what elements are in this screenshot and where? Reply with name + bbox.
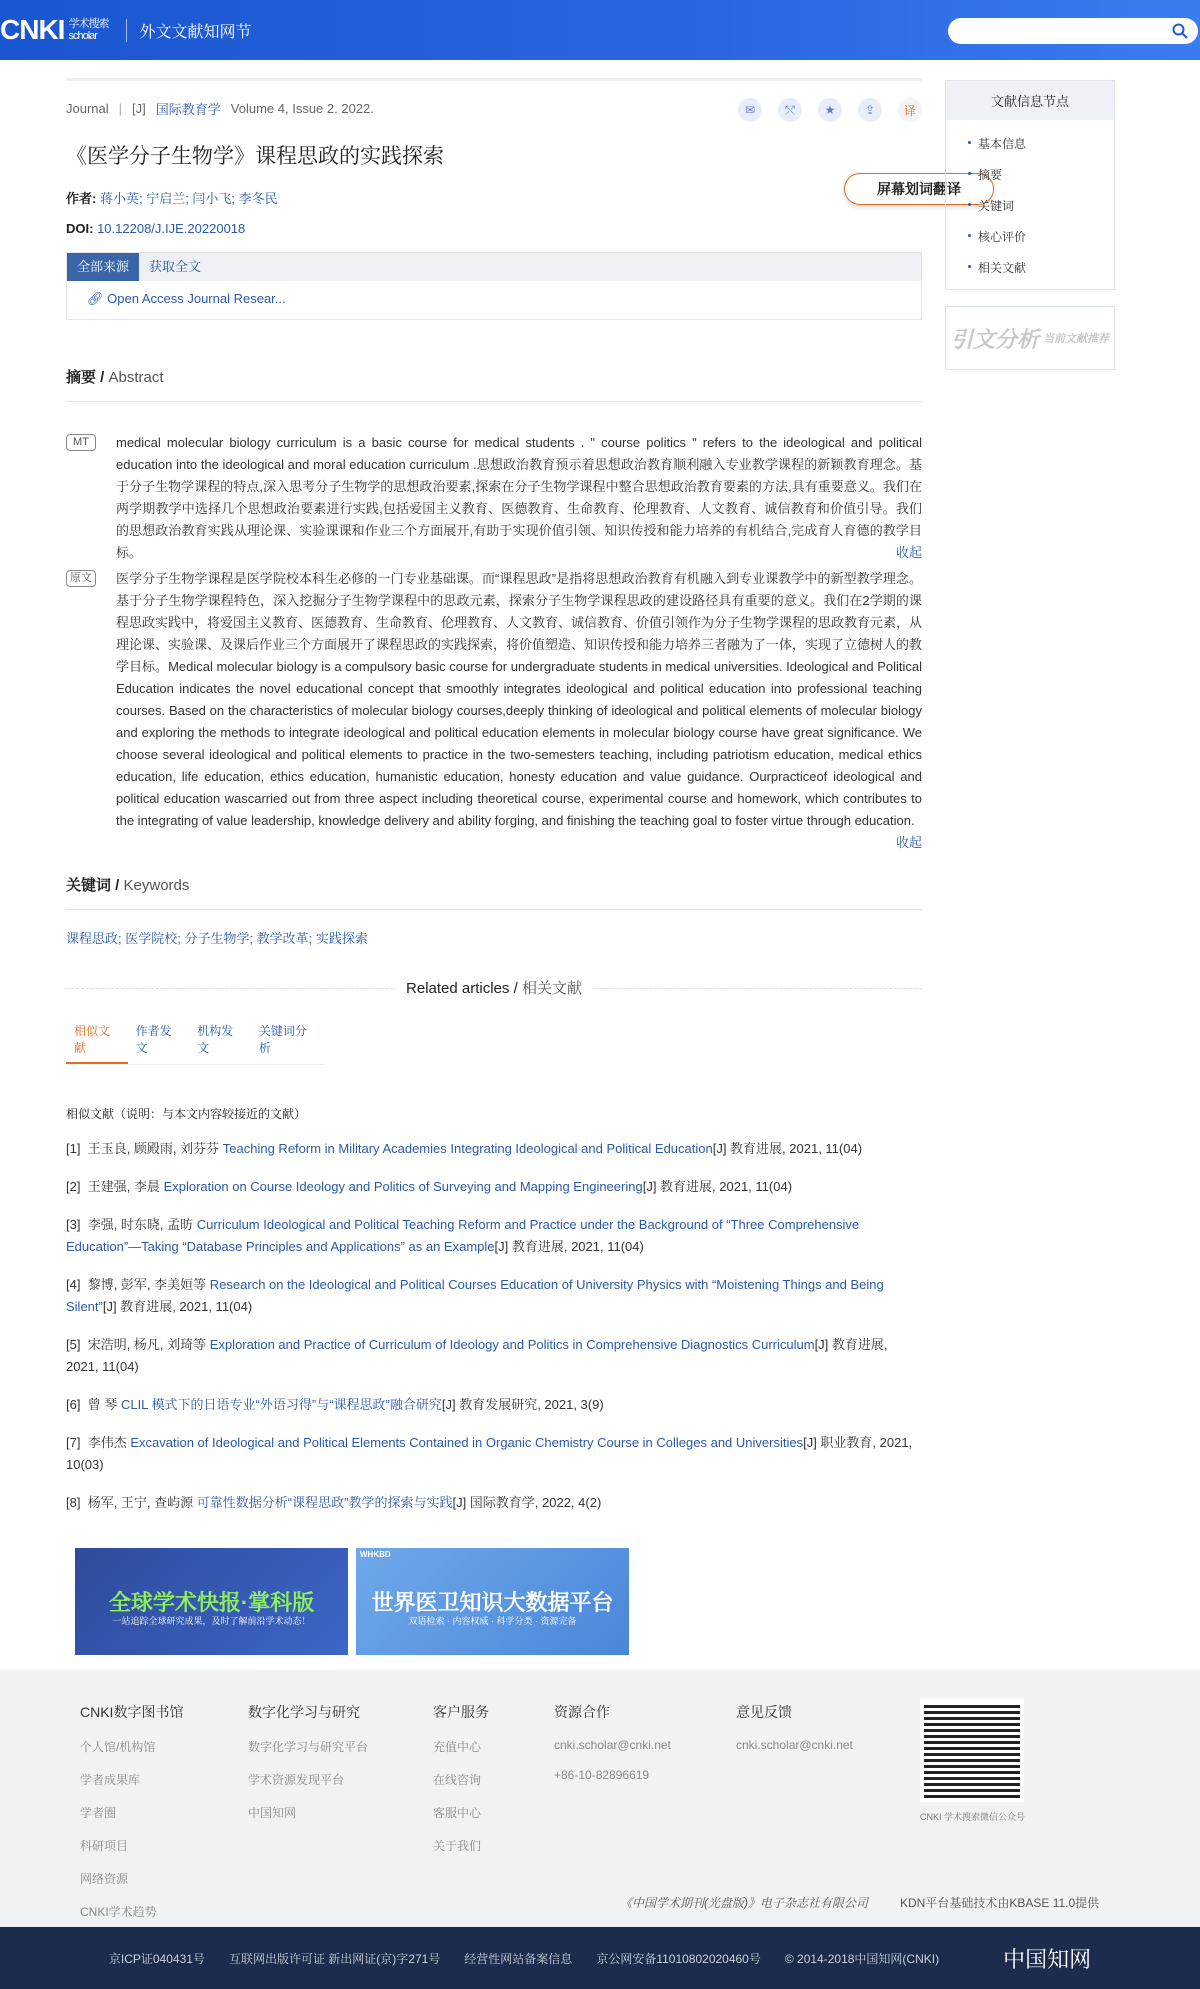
site-name: 外文文献知网节 bbox=[126, 19, 251, 42]
reference-number: [7] bbox=[66, 1435, 81, 1450]
footer-link[interactable]: 网络资源 bbox=[80, 1872, 129, 1886]
info-node-title: 文献信息节点 bbox=[946, 81, 1114, 120]
related-tabs bbox=[66, 1016, 324, 1065]
reference-source: [J] 教育进展, 2021, 11(04) bbox=[494, 1239, 644, 1254]
abstract-mt-text bbox=[116, 432, 922, 564]
site-record-info[interactable]: 经营性网站备案信息 bbox=[464, 1951, 573, 1966]
favorite-icon[interactable]: ★ bbox=[818, 98, 842, 122]
reference-source: [J] 教育进展, 2021, 11(04) bbox=[642, 1179, 793, 1194]
issue-info: Volume 4, Issue 2. 2022. bbox=[230, 101, 374, 116]
footer-link[interactable]: cnki.scholar@cnki.net bbox=[736, 1738, 853, 1752]
footer-link[interactable]: 学术资源发现平台 bbox=[248, 1773, 345, 1787]
reference-authors: 王玉良, 顾殿雨, 刘芬芬 bbox=[87, 1141, 220, 1156]
cnki-wordmark: 中国知网 bbox=[1003, 1947, 1092, 1973]
related-heading bbox=[66, 977, 922, 998]
banner1-title: 全球学术快报·掌科版 bbox=[108, 1590, 315, 1615]
cnki-logo[interactable] bbox=[0, 14, 108, 46]
sidebar bbox=[945, 80, 1115, 370]
publishing-license[interactable]: 互联网出版许可证 新出网证(京)字271号 bbox=[228, 1951, 441, 1966]
reference-authors: 李伟杰 bbox=[87, 1435, 127, 1450]
link-icon: 🔗︎ bbox=[87, 291, 104, 306]
footer-link[interactable]: 科研项目 bbox=[80, 1839, 129, 1853]
tab-institution-papers[interactable]: 机构发文 bbox=[197, 1024, 234, 1055]
footer-column bbox=[80, 1702, 183, 1936]
open-access-link[interactable]: Open Access Journal Resear... bbox=[107, 291, 286, 306]
node-basic-info[interactable]: 基本信息 bbox=[968, 128, 1092, 159]
source-tabs bbox=[67, 253, 921, 281]
abstract-mt bbox=[66, 432, 922, 564]
tab-keyword-analysis[interactable]: 关键词分析 bbox=[258, 1024, 307, 1055]
reference-title-link[interactable]: Research on the Ideological and Political Courses Education of University Physics with “Moistening Things and Being Silent” bbox=[66, 1277, 884, 1314]
logo-text: CNKI bbox=[0, 14, 65, 45]
reference-source: [J] 教育进展, 2021, 11(04) bbox=[66, 1337, 888, 1374]
footer-link[interactable]: 个人馆/机构馆 bbox=[80, 1740, 156, 1754]
footer-kbase: KDN平台基础技术由KBASE 11.0提供 bbox=[900, 1896, 1100, 1910]
translate-tooltip: 屏幕划词翻译 bbox=[844, 173, 994, 205]
reference-number: [3] bbox=[66, 1217, 81, 1232]
citation-analysis-box[interactable] bbox=[945, 306, 1115, 370]
reference-title-link[interactable]: Exploration and Practice of Curriculum of Ideology and Politics in Comprehensive Diagnostics Curriculum bbox=[209, 1337, 815, 1352]
footer-link[interactable]: 充值中心 bbox=[433, 1740, 482, 1754]
original-text: 医学分子生物学课程是医学院校本科生必修的一门专业基础课。而“课程思政”是指将思想政治教育有机融入到专业课教学中的新型教学理念。基于分子生物学课程特色，深入挖掘分子生物学课程中的思政元素，探索分子生物学课程思政的建设路径具有重要的意义。我们在2学期的课程思政实践中，将爱国主义教育、医德教育、生命教育、伦理教育、人文教育、诚信教育、价值引领作为分子生物学课程的思政教育元素，从理论课、实验课、及课后作业三个方面展开了课程思政的实践探索，将价值塑造、知识传授和能力培养三者融为了一体，实现了立德树人的教学目标。Medical molecular biology is a compulsory basic course for undergraduate students in medical universities. Ideological and Political Education indicates the novel educational concept that smoothly integrates ideological and political education into professional teaching courses. Based on the characteristics of molecular biology courses,deeply thinking of ideological and political elements of molecular biology and exploring the methods to integrate ideological and political education elements in molecular biology course have great significance. We choose several ideological and political elements to practice in the two-semesters teaching, including patriotism education, medical ethics education, life education, ethics education, humanistic education, honesty education and value guidance. Ourpracticeof ideological and political education wascarried out from three aspect including theoretical course, experimental course and homework, which contributes to the integrating of value leadership, knowledge delivery and ability forging, and finishing the teaching goal to foster virtue through education. bbox=[116, 571, 923, 828]
reference-source: [J] 教育发展研究, 2021, 3(9) bbox=[441, 1397, 604, 1412]
logo-sub-en: scholar bbox=[68, 30, 97, 42]
footer-column bbox=[554, 1702, 671, 1798]
logo-sub bbox=[68, 18, 108, 42]
collapse-original-link[interactable]: 收起 bbox=[895, 835, 922, 850]
icp-license[interactable]: 京ICP证040431号 bbox=[108, 1951, 205, 1966]
keywords-title-en: Keywords bbox=[123, 877, 190, 894]
abstract-title-zh: 摘要 bbox=[66, 369, 97, 386]
footer-company: 《中国学术期刊(光盘版)》电子杂志社有限公司 bbox=[620, 1896, 868, 1910]
footer-column bbox=[433, 1702, 489, 1870]
footer-link[interactable]: 学者成果库 bbox=[80, 1773, 141, 1787]
reference-item bbox=[66, 1334, 922, 1378]
reference-item bbox=[66, 1432, 922, 1476]
banner2-title: 世界医卫知识大数据平台 bbox=[371, 1590, 614, 1615]
keyword-links[interactable]: 课程思政; 医学院校; 分子生物学; 教学改革; 实践探索 bbox=[66, 931, 368, 946]
tab-author-papers[interactable]: 作者发文 bbox=[135, 1024, 172, 1055]
search-input[interactable] bbox=[960, 24, 1172, 38]
reference-source: [J] 职业教育, 2021, 10(03) bbox=[66, 1435, 913, 1472]
reference-title-link[interactable]: Curriculum Ideological and Political Teaching Reform and Practice under the Background of “Three Comprehensive Education”—Taking “Database Principles and Applications” as an Example bbox=[66, 1217, 860, 1254]
node-core-evaluation[interactable]: 核心评价 bbox=[968, 221, 1092, 252]
doi-line bbox=[66, 221, 922, 236]
reference-item bbox=[66, 1492, 922, 1514]
related-title-zh: 相关文献 bbox=[521, 980, 582, 997]
reference-number: [4] bbox=[66, 1277, 81, 1292]
related-title-en: Related articles bbox=[406, 980, 510, 997]
related-heading-text: Related articles / 相关文献 bbox=[396, 980, 592, 997]
footer-column-title: 数字化学习与研究 bbox=[248, 1704, 360, 1720]
translate-icon[interactable]: 译 bbox=[898, 98, 922, 122]
abstract-original bbox=[66, 568, 922, 854]
citation-analysis-sub: 当前文献推荐 bbox=[1043, 333, 1109, 345]
reference-number: [8] bbox=[66, 1495, 81, 1510]
footer-link[interactable]: 关于我们 bbox=[433, 1839, 482, 1853]
search-box bbox=[948, 18, 1198, 44]
sources-box bbox=[66, 252, 922, 320]
reference-title-link[interactable]: Excavation of Ideological and Political Elements Contained in Organic Chemistry Course in Colleges and Universities bbox=[130, 1435, 804, 1450]
keywords-list bbox=[66, 928, 922, 947]
footer-column bbox=[248, 1702, 368, 1837]
reference-source: [J] 教育进展, 2021, 11(04) bbox=[712, 1141, 863, 1156]
footer-column-title: 资源合作 bbox=[554, 1704, 610, 1720]
source-link-row bbox=[67, 281, 921, 319]
reference-authors: 黎博, 彭军, 李美姮等 bbox=[87, 1277, 207, 1292]
footer-link[interactable]: 客服中心 bbox=[433, 1806, 482, 1820]
footer-link[interactable]: cnki.scholar@cnki.net bbox=[554, 1738, 671, 1752]
reference-authors: 杨军, 王宁, 查屿源 bbox=[87, 1495, 194, 1510]
ad-banners bbox=[75, 1548, 629, 1655]
top-bar bbox=[0, 0, 1200, 60]
reference-number: [5] bbox=[66, 1337, 81, 1352]
reference-item bbox=[66, 1176, 922, 1198]
email-icon[interactable]: ✉ bbox=[738, 98, 762, 122]
info-node-panel bbox=[945, 80, 1115, 290]
keywords-title-zh: 关键词 bbox=[66, 877, 112, 894]
authors-label: 作者: bbox=[66, 191, 97, 206]
reference-source: [J] 教育进展, 2021, 11(04) bbox=[102, 1299, 253, 1314]
original-tag: 原文 bbox=[66, 570, 96, 587]
banner-global-express[interactable] bbox=[75, 1548, 348, 1655]
footer-link[interactable]: 中国知网 bbox=[248, 1806, 297, 1820]
article-title: 《医学分子生物学》课程思政的实践探索 bbox=[66, 145, 444, 168]
node-related[interactable]: 相关文献 bbox=[968, 252, 1092, 283]
export-icon[interactable]: ⇪ bbox=[858, 98, 882, 122]
meta-separator: | bbox=[118, 101, 123, 116]
abstract-title-en: Abstract bbox=[108, 369, 164, 386]
reference-number: [6] bbox=[66, 1397, 81, 1412]
banner2-corner: WHKBD bbox=[360, 1550, 391, 1559]
reference-title-link[interactable]: Exploration on Course Ideology and Politics of Surveying and Mapping Engineering bbox=[163, 1179, 643, 1194]
reference-list bbox=[66, 1138, 922, 1514]
mt-tag: MT bbox=[66, 434, 96, 451]
footer-link[interactable]: 数字化学习与研究平台 bbox=[248, 1740, 369, 1754]
reference-item bbox=[66, 1214, 922, 1258]
doi-link[interactable]: 10.12208/J.IJE.20220018 bbox=[97, 221, 246, 236]
doi-label: DOI: bbox=[66, 221, 94, 236]
authors-links[interactable]: 蒋小英; 宁启兰; 闫小飞; 李冬民 bbox=[99, 191, 278, 206]
reference-authors: 李强, 时东晓, 孟昉 bbox=[87, 1217, 194, 1232]
banner-medical-platform[interactable] bbox=[356, 1548, 629, 1655]
reference-number: [1] bbox=[66, 1141, 81, 1156]
journal-link[interactable]: 国际教育学 bbox=[155, 102, 221, 117]
keywords-heading: 关键词 / Keywords bbox=[66, 874, 922, 910]
reference-authors: 宋浩明, 杨凡, 刘琦等 bbox=[87, 1337, 207, 1352]
search-icon[interactable] bbox=[1172, 23, 1188, 39]
node-abstract[interactable]: 摘要 bbox=[968, 159, 1092, 190]
mt-text: medical molecular biology curriculum is a basic course for medical students . " course politics " refers to the ideological and political education into the ideological and moral education curriculum .思想政治教育预示着思想政治教育顺利融入专业教学课程的新颖教育理念。基于分子生物学课程的特点,深入思考分子生物学的思想政治要素,探索在分子生物学课程中整合思想政治教育要素的方法,具有重要意义。我们在两学期教学中选择几个思想政治要素进行实践,包括爱国主义教育、医德教育、生命教育、伦理教育、人文教育、诚信教育和价值引导。我们的思想政治教育实践从理论课、实验课课和作业三个方面展开,有助于实现价值引领、知识传授和能力培养的有机结合,完成育人育德的教学目标。 bbox=[116, 435, 922, 560]
reference-item bbox=[66, 1274, 922, 1318]
footer-link[interactable]: 学者圈 bbox=[80, 1806, 117, 1820]
reference-number: [2] bbox=[66, 1179, 81, 1194]
footer-column-title: CNKI数字图书馆 bbox=[80, 1704, 184, 1720]
abstract-original-text bbox=[116, 568, 922, 854]
reference-source: [J] 国际教育学, 2022, 4(2) bbox=[452, 1495, 602, 1510]
police-record[interactable]: 京公网安备11010802020460号 bbox=[596, 1951, 761, 1966]
doc-flag: [J] bbox=[132, 101, 146, 116]
footer bbox=[0, 1670, 1200, 1927]
footer-column-title: 意见反馈 bbox=[736, 1704, 792, 1720]
footer-column bbox=[736, 1702, 853, 1768]
banner1-sub: 一站追踪全球研究成果，及时了解前沿学术动态！ bbox=[112, 1616, 311, 1626]
tab-get-fulltext[interactable]: 获取全文 bbox=[149, 259, 202, 274]
citation-analysis-label: 引文分析 bbox=[950, 326, 1039, 352]
logo-sub-zh: 学术搜索 bbox=[68, 18, 109, 30]
qr-code-image bbox=[920, 1698, 1024, 1802]
tab-similar[interactable]: 相似文献 bbox=[66, 1016, 128, 1064]
reference-item bbox=[66, 1394, 922, 1416]
reference-authors: 王建强, 李晨 bbox=[87, 1179, 160, 1194]
info-node-list bbox=[946, 120, 1114, 289]
related-description: 相似文献（说明：与本文内容较接近的文献） bbox=[66, 1107, 307, 1121]
footer-link[interactable]: 在线咨询 bbox=[433, 1773, 482, 1787]
reference-item bbox=[66, 1138, 922, 1160]
footer-link[interactable]: +86-10-82896619 bbox=[554, 1768, 650, 1782]
reference-title-link[interactable]: Teaching Reform in Military Academies Integrating Ideological and Political Education bbox=[222, 1141, 713, 1156]
toolbar bbox=[738, 98, 961, 197]
bottom-bar bbox=[0, 1927, 1200, 1989]
reference-title-link[interactable]: 可靠性数据分析“课程思政”教学的探索与实践 bbox=[196, 1495, 453, 1510]
qr-caption: CNKI 学术搜索微信公众号 bbox=[920, 1812, 1026, 1822]
banner2-sub: 双语检索 · 内容权威 · 科学分类 · 资源完备 bbox=[408, 1616, 577, 1626]
abstract-heading: 摘要 / Abstract bbox=[66, 366, 922, 402]
node-keywords[interactable]: 关键词 bbox=[968, 190, 1092, 221]
share-icon[interactable]: ⤲ bbox=[778, 98, 802, 122]
authors-line bbox=[66, 188, 922, 207]
copyright: © 2014-2018中国知网(CNKI) bbox=[784, 1951, 940, 1966]
footer-link[interactable]: CNKI学术趋势 bbox=[80, 1905, 157, 1919]
footer-column-title: 客户服务 bbox=[433, 1704, 489, 1720]
tab-all-sources[interactable]: 全部来源 bbox=[67, 253, 139, 281]
collapse-mt-link[interactable]: 收起 bbox=[895, 545, 922, 560]
doc-type: Journal bbox=[66, 101, 109, 116]
reference-authors: 曾 琴 bbox=[87, 1397, 118, 1412]
reference-title-link[interactable]: CLIL 模式下的日语专业“外语习得”与“课程思政”融合研究 bbox=[120, 1397, 442, 1412]
main-content bbox=[66, 60, 961, 1514]
